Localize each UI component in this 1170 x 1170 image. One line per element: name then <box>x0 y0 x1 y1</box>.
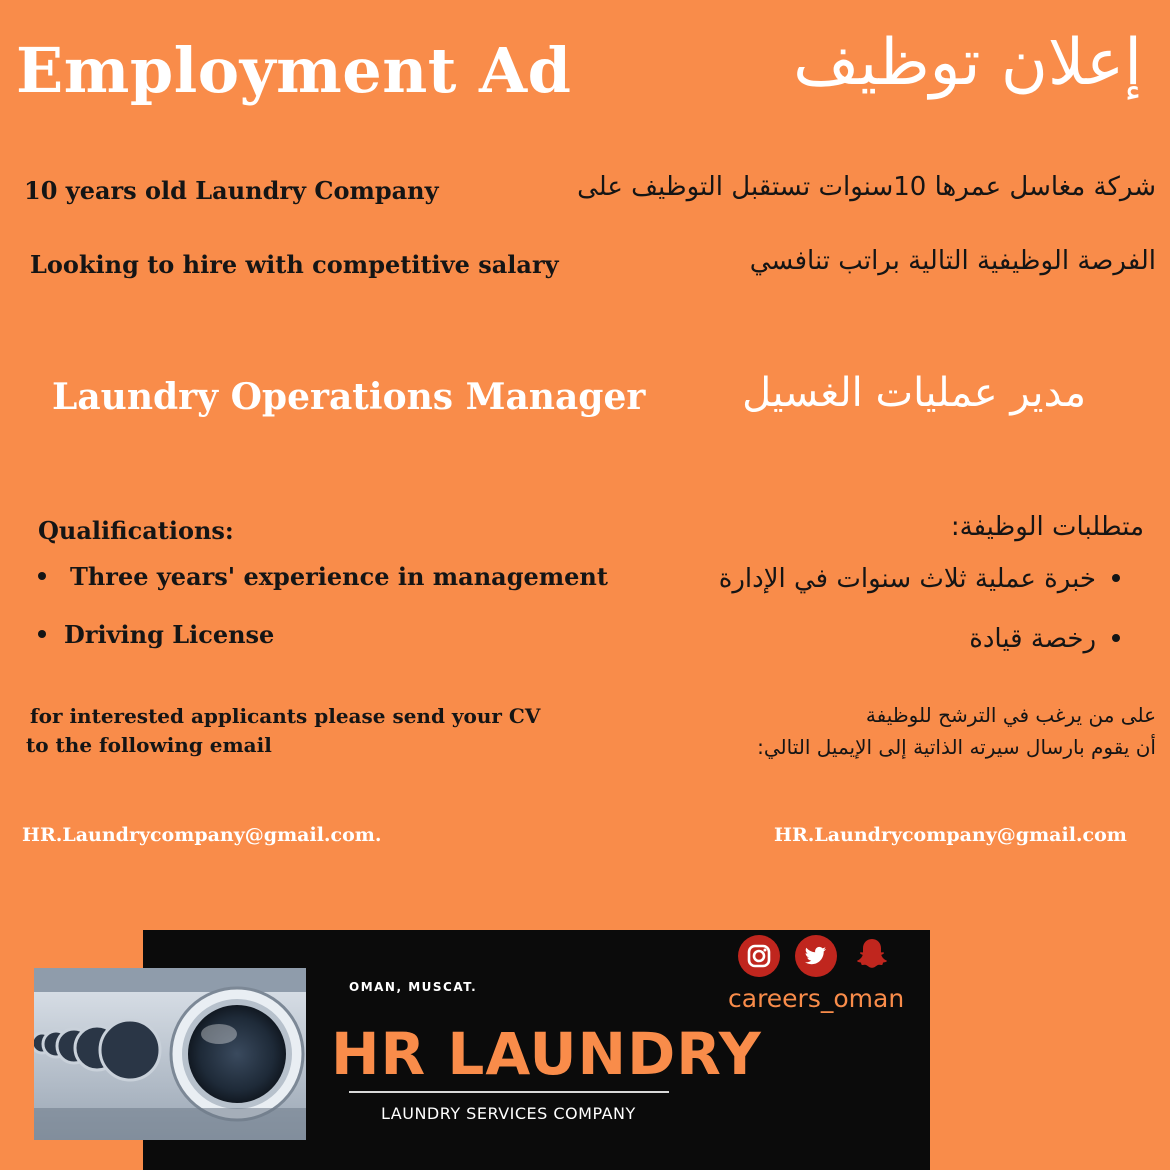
title-english: Employment Ad <box>16 34 572 107</box>
job-title-ar: مدير عمليات الغسيل <box>742 370 1086 416</box>
bullet-icon <box>38 630 46 638</box>
intro-line-2-ar: الفرصة الوظيفية التالية براتب تنافسي <box>749 246 1156 276</box>
qualification-item-ar: خبرة عملية ثلاث سنوات في الإدارة <box>719 564 1120 594</box>
bullet-icon <box>1112 574 1120 582</box>
brand-tagline: LAUNDRY SERVICES COMPANY <box>381 1104 636 1123</box>
apply-line-1-en: for interested applicants please send your CV <box>30 704 541 728</box>
location-label: OMAN, MUSCAT. <box>349 980 478 994</box>
twitter-icon[interactable] <box>794 934 838 978</box>
intro-line-2-en: Looking to hire with competitive salary <box>30 250 559 279</box>
qualification-item-en: Three years' experience in management <box>38 562 608 591</box>
email-link-en[interactable]: HR.Laundrycompany@gmail.com. <box>22 824 382 846</box>
job-title-en: Laundry Operations Manager <box>52 376 646 418</box>
bullet-icon <box>1112 634 1120 642</box>
intro-line-1-ar: شركة مغاسل عمرها 10سنوات تستقبل التوظيف على <box>577 172 1156 202</box>
qualifications-heading-en: Qualifications: <box>38 516 234 545</box>
washing-machines-photo <box>34 968 306 1140</box>
intro-line-1-en: 10 years old Laundry Company <box>24 176 439 205</box>
title-arabic: إعلان توظيف <box>793 26 1142 100</box>
email-link-ar[interactable]: HR.Laundrycompany@gmail.com <box>774 824 1127 846</box>
apply-line-1-ar: على من يرغب في الترشح للوظيفة <box>865 703 1156 727</box>
brand-name: HR LAUNDRY <box>331 1020 762 1088</box>
brand-divider <box>349 1091 669 1093</box>
qualification-item-en: Driving License <box>38 620 274 649</box>
instagram-icon[interactable] <box>737 934 781 978</box>
qualifications-heading-ar: متطلبات الوظيفة: <box>950 512 1144 542</box>
bullet-icon <box>38 572 46 580</box>
apply-line-2-en: to the following email <box>26 733 272 757</box>
social-handle[interactable]: careers_oman <box>728 984 905 1013</box>
apply-line-2-ar: أن يقوم بارسال سيرته الذاتية إلى الإيميل التالي: <box>757 735 1156 759</box>
snapchat-icon[interactable] <box>850 934 894 978</box>
qualification-item-ar: رخصة قيادة <box>969 624 1120 654</box>
